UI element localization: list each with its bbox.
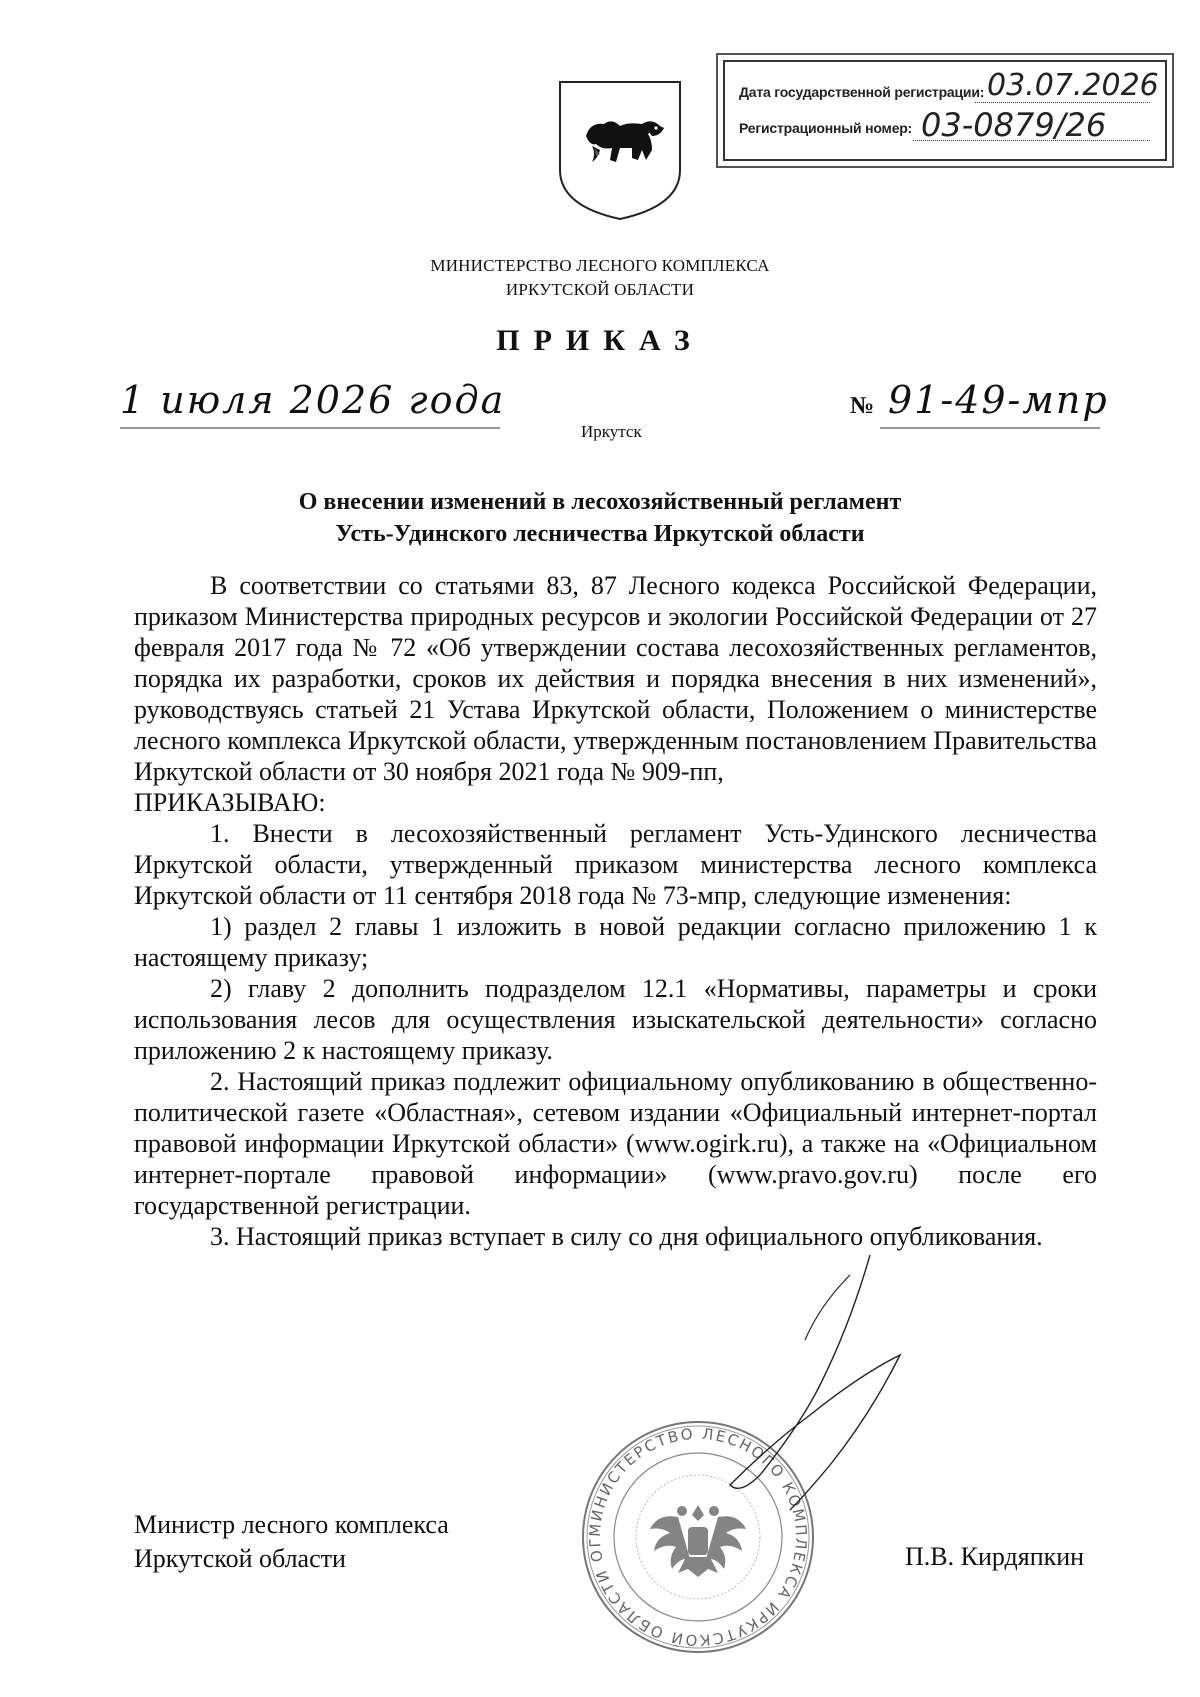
coat-of-arms-icon [556, 78, 684, 223]
registration-number-label: Регистрационный номер: [739, 120, 913, 136]
signatory-position-line1: Министр лесного комплекса [134, 1510, 449, 1539]
preamble-paragraph: В соответствии со статьями 83, 87 Лесного кодекса Российской Федерации, приказом Министерства природных ресурсов и экологии Российской Федерации от 27 февраля 2017 года № 72 «Об утверждении состава лесохозяйственных регламентов, порядка их разработки, сроков их действия и порядка внесения в них изменений», руководствуясь статьей 21 Устава Иркутской области, Положением о министерстве лесного комплекса Иркутской области, утвержденным постановлением Правительства Иркутской области от 30 ноября 2021 года № 909-пп, [134, 571, 1097, 786]
document-title-line1: О внесении изменений в лесохозяйственный регламент [298, 489, 902, 515]
item-1-subitem-2: 2) главу 2 дополнить подразделом 12.1 «Нормативы, параметры и сроки использования лесов для осуществления изыскательской деятельности» согласно приложению 2 к настоящему приказу. [134, 974, 1097, 1065]
date-underline-line [120, 420, 500, 434]
signatory-position [134, 1508, 449, 1576]
signatory-position-line2: Иркутской области [134, 1544, 346, 1573]
signatory-name: П.В. Кирдяпкин [905, 1542, 1085, 1571]
handwritten-date: 1 июля 2026 года [120, 378, 506, 422]
city: Иркутск [581, 422, 642, 441]
registration-number-value: 03-0879/26 [921, 106, 1107, 144]
seal-text: МИНИСТЕРСТВО ЛЕСНОГО КОМПЛЕКСА ИРКУТСКОЙ ОБЛАСТИ ОГ [585, 1424, 811, 1650]
handwritten-number: 91-49-мпр [888, 378, 1109, 422]
ministry-name-line1: МИНИСТЕРСТВО ЛЕСНОГО КОМПЛЕКСА [430, 256, 770, 275]
registration-stamp [723, 60, 1167, 161]
item-3: 3. Настоящий приказ вступает в силу со дня официального опубликования. [210, 1222, 1043, 1251]
document-body [134, 570, 1097, 1252]
handwritten-signature [700, 1245, 960, 1545]
registration-date-value: 03.07.2026 [987, 68, 1159, 103]
ministry-name-line2: ИРКУТСКОЙ ОБЛАСТИ [505, 280, 695, 299]
document-title-line2: Усть-Удинского лесничества Иркутской области [335, 521, 865, 547]
document-type-heading: ПРИКАЗ [496, 324, 704, 357]
number-sign: № [850, 393, 875, 419]
order-word: ПРИКАЗЫВАЮ: [134, 788, 326, 817]
item-1-subitem-1: 1) раздел 2 главы 1 изложить в новой редакции согласно приложению 1 к настоящему приказу; [134, 912, 1097, 972]
item-1: 1. Внести в лесохозяйственный регламент Усть-Удинского лесничества Иркутской области, утвержденный приказом министерства лесного комплекса Иркутской области от 11 сентября 2018 года № 73-мпр, следующие изменения: [134, 819, 1097, 910]
number-underline-line [880, 420, 1100, 434]
registration-date-label: Дата государственной регистрации: [739, 84, 985, 100]
item-2: 2. Настоящий приказ подлежит официальному опубликованию в общественно-политической газете «Областная», сетевом издании «Официальный интернет-портал правовой информации Иркутской области» (www.ogirk.ru), а также на «Официальном интернет-портале правовой информации» (www.pravo.gov.ru) после его государственной регистрации. [134, 1067, 1097, 1220]
